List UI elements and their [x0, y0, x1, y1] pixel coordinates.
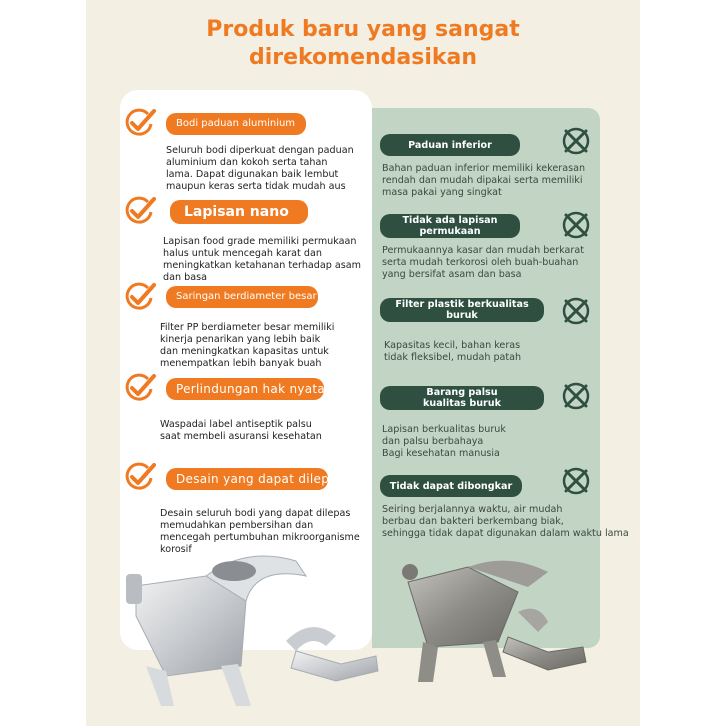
feature-desc-filter: Filter PP berdiameter besar memiliki kinerja penarikan yang lebih baik dan meningkatkan kapasitas untuk menempatkan lebih banyak buah — [160, 322, 335, 369]
title-line-2: direkomendasikan — [248, 45, 478, 70]
feature-desc-aluminium: Seluruh bodi diperkuat dengan paduan aluminium dan kokoh serta tahan lama. Dapat digunakan baik lembut maupun keras serta tidak mudah aus — [166, 145, 354, 192]
feature-desc-detachable: Desain seluruh bodi yang dapat dilepas memudahkan pembersihan dan mencegah pertumbuhan mikroorganisme korosif — [160, 508, 360, 555]
x-circle-icon — [560, 295, 592, 327]
flaw-desc-no-coating: Permukaannya kasar dan mudah berkarat serta mudah terkorosi oleh buah-buahan yang bersifat asam dan basa — [382, 245, 585, 280]
feature-label-protection: Perlindungan hak nyata — [166, 378, 324, 400]
bad-juicer-product-image — [398, 552, 598, 702]
title-line-1: Produk baru yang sangat — [206, 17, 520, 42]
feature-desc-nano: Lapisan food grade memiliki permukaan halus untuk mencegah karat dan meningkatkan ketahanan terhadap asam dan basa — [163, 236, 362, 283]
feature-desc-protection: Waspadai label antiseptik palsu saat membeli asuransi kesehatan — [160, 419, 322, 442]
flaw-desc-inferior-alloy: Bahan paduan inferior memiliki kekerasan rendah dan mudah dipakai serta memiliki masa pakai yang singkat — [382, 163, 586, 198]
flaw-desc-plastic-filter: Kapasitas kecil, bahan keras tidak fleksibel, mudah patah — [384, 340, 522, 363]
flaw-desc-counterfeit: Lapisan berkualitas buruk dan palsu berbahaya Bagi kesehatan manusia — [382, 424, 506, 459]
checkmark-circle-icon — [124, 282, 156, 312]
checkmark-circle-icon — [124, 196, 156, 226]
flaw-label-not-detachable: Tidak dapat dibongkar — [380, 475, 522, 497]
checkmark-circle-icon — [124, 373, 156, 403]
flaw-label-counterfeit: Barang palsu kualitas buruk — [380, 386, 544, 410]
flaw-label-plastic-filter: Filter plastik berkualitas buruk — [380, 298, 544, 322]
comparison-poster — [86, 0, 640, 726]
feature-label-detachable: Desain yang dapat dilepas — [166, 468, 328, 490]
checkmark-circle-icon — [124, 462, 156, 492]
x-circle-icon — [560, 465, 592, 497]
feature-label-nano: Lapisan nano — [170, 200, 308, 224]
x-circle-icon — [560, 209, 592, 241]
flaw-label-inferior-alloy: Paduan inferior — [380, 134, 520, 156]
checkmark-circle-icon — [124, 108, 156, 138]
good-juicer-product-image — [126, 546, 386, 706]
feature-label-aluminium: Bodi paduan aluminium — [166, 113, 306, 135]
flaw-desc-not-detachable: Seiring berjalannya waktu, air mudah berbau dan bakteri berkembang biak, sehingga tidak dapat digunakan dalam waktu lama — [382, 504, 629, 539]
feature-label-filter: Saringan berdiameter besar — [166, 286, 318, 308]
x-circle-icon — [560, 125, 592, 157]
flaw-label-no-coating: Tidak ada lapisan permukaan — [380, 214, 520, 238]
page-title — [86, 16, 640, 72]
x-circle-icon — [560, 380, 592, 412]
